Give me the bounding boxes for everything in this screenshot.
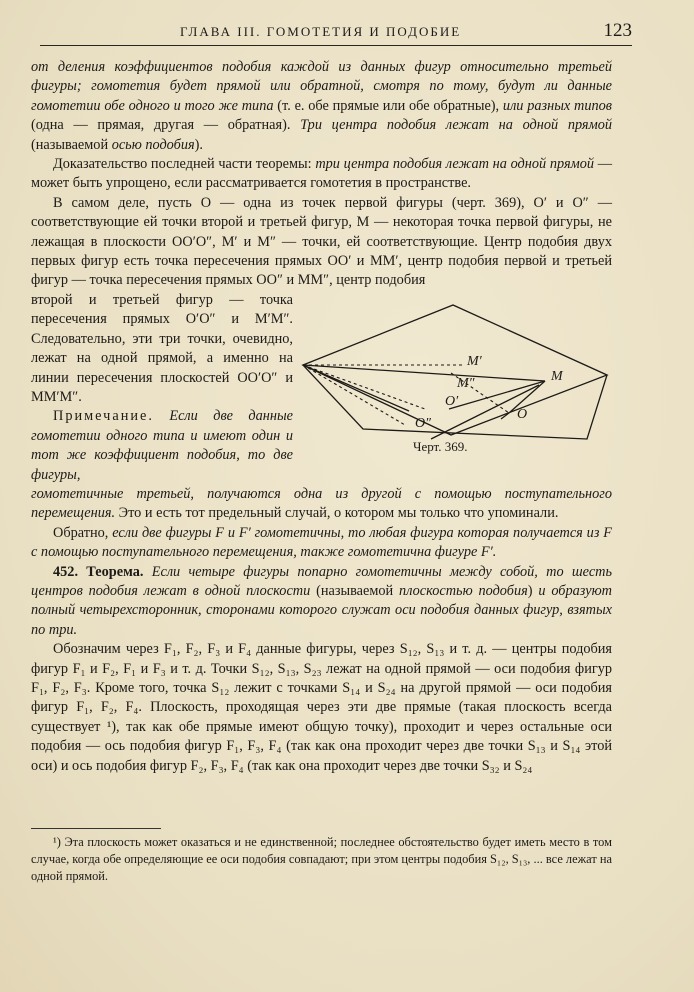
- note_para-run: Примечание.: [53, 408, 154, 425]
- blocks.0-run: или разных типов: [502, 97, 612, 114]
- label-o: O: [517, 406, 528, 422]
- figure-caption: Черт. 369.: [413, 438, 468, 454]
- page-number: 123: [603, 20, 632, 41]
- blocks.0-run: Три центра подобия лежат на одной прямой: [300, 117, 612, 134]
- blocks2.2-run: 452. Теорема.: [53, 563, 144, 580]
- note_para-run: Если две данные гомотетии одного типа и имеют один и тот же коэффициент подобия, то две фигуры,: [31, 408, 293, 483]
- blocks.1-run: Доказательство последней части теоремы:: [53, 156, 316, 173]
- remark-paragraph: [31, 407, 293, 485]
- blocks2.2-run: ): [527, 582, 539, 599]
- footnote-text: ¹) Эта плоскость может оказаться и не единственной; последнее обстоятельство будет иметь место в том случае, когда обе определяющие ее оси подобия совпадают; при этом центры подобия S₁₂, S₁₃, ... все лежат на одной прямой.: [31, 835, 612, 883]
- dashed-o2: [303, 365, 405, 425]
- figure-side-text: [31, 291, 293, 485]
- blocks2.2-run: плоскостью подобия: [399, 582, 528, 599]
- blocks2.2-run: Если четыре фигуры попарно гомотетичны между собой, то шесть центров подобия лежат в одной плоскости: [31, 563, 612, 599]
- paragraph: [31, 485, 612, 524]
- label-m-double-prime: M″: [457, 375, 475, 391]
- blocks.0-run: ).: [194, 136, 203, 153]
- paragraph: [31, 58, 612, 155]
- blocks.1-run: три центра подобия лежат на одной прямой: [315, 156, 595, 173]
- paragraph: [31, 194, 612, 291]
- blocks2.2-run: и образуют полный четырехсторонник, сторонами которого служат оси подобия данных фигур, взятых по три.: [31, 582, 613, 638]
- blocks.1-run: — может быть упрощено, если рассматривается гомотетия в пространстве.: [31, 156, 612, 192]
- figure-drawing: [301, 301, 613, 441]
- blocks2.0-run: Это и есть тот предельный случай, о котором мы только что упоминали.: [115, 505, 559, 522]
- blocks2.0-run: гомотетичные третьей, получаются одна из другой с помощью поступательного перемещения.: [31, 485, 612, 522]
- paragraphs-top: [31, 58, 612, 291]
- footnote: [31, 834, 612, 884]
- blocks.0-run: (одна — прямая, другая — обратная).: [31, 117, 301, 134]
- blocks.0-run: осью подобия: [111, 136, 195, 153]
- figure-row: [31, 291, 612, 485]
- paragraphs-bottom: [31, 485, 612, 776]
- label-o-double-prime: O″: [415, 415, 431, 431]
- blocks.0-run: (т. е. обе прямые или обе обратные),: [273, 97, 503, 114]
- label-o-prime: O′: [445, 393, 459, 409]
- paragraph: [31, 155, 612, 194]
- blocks2.2-run: (называемой: [310, 582, 400, 599]
- paragraph: [31, 524, 612, 563]
- blocks.2-run: В самом деле, пусть O — одна из точек первой фигуры (черт. 369), O′ и O″ — соответствующие ей точки второй и третьей фигур, M — некоторая точка первой фигуры, не лежащая в плоскости OO′O″, M′ и M″ — точки, ей соответствующие. Центр подобия двух первых фигур есть точка пересечения прямых OO′ и MM′, центр подобия первой и третьей фигур — точка пересечения прямых OO″ и MM″, центр подобия: [31, 194, 612, 289]
- note_para-run: [154, 408, 169, 424]
- paragraph: [31, 640, 612, 776]
- header-rule: [40, 45, 632, 46]
- paragraph: [31, 563, 612, 641]
- blocks.0-run: от деления коэффициентов подобия каждой из данных фигур относительно третьей фигуры; гомотетия будет прямой или обратной, смотря по тому, будут ли данные гомотетии обе одного и того же типа: [31, 59, 612, 114]
- label-m: M: [551, 368, 563, 384]
- label-m-prime: M′: [467, 353, 482, 369]
- footnote-rule: [31, 828, 161, 829]
- figure-369: [293, 291, 612, 485]
- blocks.0-run: (называемой: [31, 136, 112, 153]
- blocks2.1-run: Обратно,: [53, 524, 113, 541]
- paragraph-beside-figure: [31, 291, 293, 407]
- blocks2.2-run: [143, 564, 151, 580]
- fig_para-run: второй и третьей фигур — точка пересечения прямых O′O″ и M′M″. Следовательно, эти три точки, очевидно, лежат на одной прямой, а именно на линии пересечения плоскостей OO′O″ и MM′M″.: [31, 291, 293, 405]
- blocks2.3-run: Обозначим через F₁, F₂, F₃ и F₄ данные фигуры, через S₁₂, S₁₃ и т. д. — центры подобия фигур F₁ и F₂, F₁ и F₃ и т. д. Точки S₁₂, S₁₃, S₂₃ лежат на одной прямой — оси подобия фигур F₁, F₂, F₃. Кроме того, точка S₁₂ лежит с точками S₁₄ и S₂₄ на другой прямой — оси подобия фигур F₁, F₂, F₄. Плоскость, проходящая через эти две прямые (такая плоскость всегда существует ¹), так как обе прямые имеют общую точку), проходит и через остальные оси подобия — ось подобия фигур F₁, F₃, F₄ (так как она проходит через две точки S₁₃ и S₁₄ этой оси) и ось подобия фигур F₂, F₃, F₄ (так как она проходит через две точки S₃₂ и S₂₄: [31, 641, 612, 774]
- blocks2.1-run: если две фигуры F и F′ гомотетичны, то любая фигура которая получается из F с помощью поступательного перемещения, также гомотетична фигуре F′.: [31, 524, 612, 561]
- line-lower: [303, 365, 409, 411]
- running-header: [40, 16, 632, 46]
- chapter-title: ГЛАВА III. ГОМОТЕТИЯ И ПОДОБИЕ: [180, 24, 462, 39]
- body-text: [31, 58, 612, 776]
